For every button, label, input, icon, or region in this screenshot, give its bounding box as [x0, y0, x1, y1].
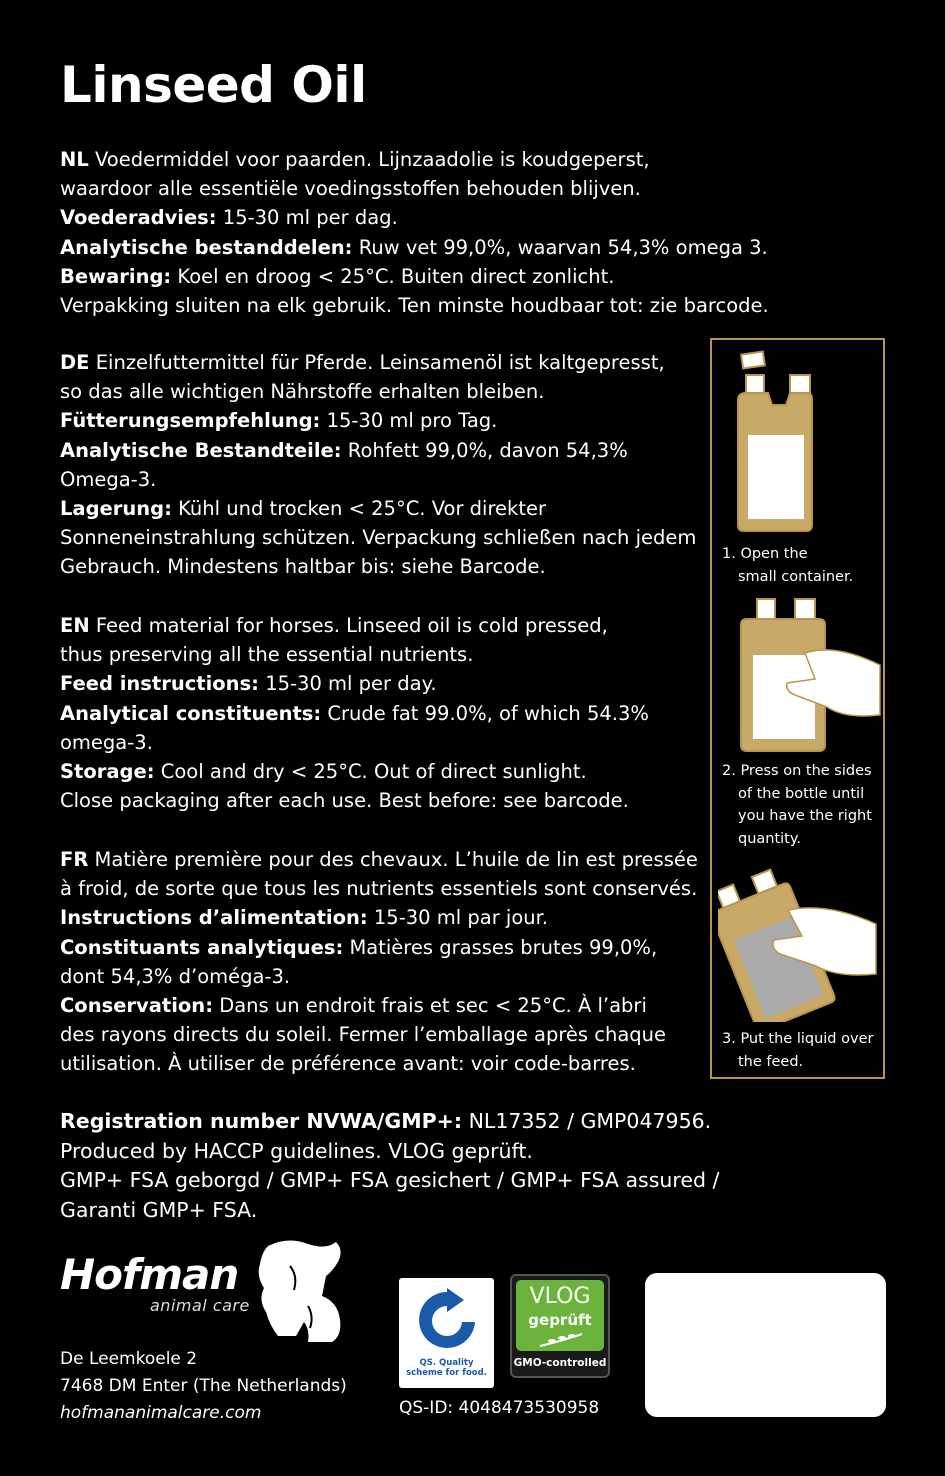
storage-text: Kühl und trocken < 25°C. Vor direkter [178, 497, 547, 521]
step-text: of the bottle until [738, 785, 865, 802]
company-address [60, 1346, 347, 1427]
advice-text: 15-30 ml per dag. [222, 206, 398, 230]
storage-text: Dans un endroit frais et sec < 25°C. À l’abri [219, 994, 647, 1018]
haccp-text: Produced by HACCP guidelines. VLOG geprüft. [60, 1138, 533, 1163]
lang-code: FR [60, 848, 89, 871]
section-de [60, 348, 696, 582]
wheat-icon [538, 1332, 584, 1348]
step-text: 1. Open the [722, 546, 808, 562]
storage-text: Sonneneinstrahlung schützen. Verpackung schließen nach jedem [60, 526, 697, 550]
registration-label: Registration number NVWA/GMP+: [60, 1109, 463, 1133]
advice-text: 15-30 ml per day. [265, 672, 437, 696]
lang-code: EN [60, 614, 90, 637]
qs-text: QS. Quality [419, 1358, 474, 1368]
advice-text: 15-30 ml pro Tag. [326, 409, 498, 433]
website-link[interactable]: hofmananimalcare.com [60, 1403, 262, 1423]
bottle-squeeze-icon [735, 595, 885, 755]
intro-text: waardoor alle essentiële voedingsstoffen behouden blijven. [60, 177, 641, 201]
constituents-label: Analytische bestanddelen: [60, 235, 353, 259]
qs-arrow-icon [414, 1286, 480, 1356]
brand-tagline: animal care [150, 1296, 250, 1315]
brand-name: Hofman [60, 1250, 239, 1299]
intro-text: Einzelfuttermittel für Pferde. Leinsamenöl ist kaltgepresst, [95, 351, 665, 374]
animals-logo-icon [248, 1236, 348, 1344]
storage-text: Cool and dry < 25°C. Out of direct sunlight. [160, 760, 587, 784]
advice-label: Instructions d’alimentation: [60, 906, 368, 930]
qs-quality-logo [399, 1278, 494, 1388]
step-2-caption [722, 760, 872, 850]
constituents-text: omega-3. [60, 730, 153, 754]
address-line: 7468 DM Enter (The Netherlands) [60, 1376, 347, 1396]
constituents-label: Constituants analytiques: [60, 935, 344, 959]
lang-code: DE [60, 351, 90, 374]
step-text: 3. Put the liquid over [722, 1031, 874, 1047]
step-1-caption [722, 543, 853, 588]
bottle-open-icon [728, 345, 818, 535]
registration-block [60, 1107, 719, 1225]
product-title: Linseed Oil [60, 56, 367, 114]
constituents-text: Crude fat 99.0%, of which 54.3% [327, 701, 649, 725]
intro-text: Feed material for horses. Linseed oil is cold pressed, [95, 614, 608, 637]
gmp-text: Garanti GMP+ FSA. [60, 1197, 258, 1222]
storage-label: Bewaring: [60, 264, 172, 288]
address-line: De Leemkoele 2 [60, 1349, 198, 1369]
advice-label: Voederadvies: [60, 206, 217, 230]
vlog-title: VLOG [529, 1284, 591, 1309]
registration-value: NL17352 / GMP047956. [468, 1109, 712, 1133]
section-nl [60, 145, 769, 320]
advice-label: Feed instructions: [60, 672, 259, 696]
constituents-label: Analytical constituents: [60, 701, 322, 725]
intro-text: Matière première pour des chevaux. L’huile de lin est pressée [94, 848, 698, 871]
constituents-label: Analytische Bestandteile: [60, 438, 342, 462]
constituents-text: dont 54,3% d’oméga-3. [60, 964, 291, 988]
section-fr [60, 845, 698, 1079]
intro-text: Voedermiddel voor paarden. Lijnzaadolie is koudgeperst, [94, 148, 650, 171]
storage-text: Koel en droog < 25°C. Buiten direct zonlicht. [177, 264, 615, 288]
step-3-caption [722, 1028, 873, 1073]
intro-text: thus preserving all the essential nutrients. [60, 643, 474, 667]
qs-id: QS-ID: 4048473530958 [399, 1398, 600, 1418]
advice-label: Fütterungsempfehlung: [60, 409, 321, 433]
storage-text: Verpakking sluiten na elk gebruik. Ten minste houdbaar tot: zie barcode. [60, 294, 769, 318]
constituents-text: Rohfett 99,0%, davon 54,3% [347, 438, 628, 462]
step-text: the feed. [738, 1053, 804, 1070]
gmp-text: GMP+ FSA geborgd / GMP+ FSA gesichert / GMP+ FSA assured / [60, 1168, 720, 1192]
label-panel [645, 1273, 886, 1417]
storage-label: Lagerung: [60, 497, 172, 521]
lang-code: NL [60, 148, 89, 171]
gmo-label: GMO-controlled [513, 1357, 607, 1369]
constituents-text: Omega-3. [60, 467, 157, 491]
storage-text: utilisation. À utiliser de préférence avant: voir code-barres. [60, 1052, 636, 1076]
section-en [60, 611, 649, 815]
step-text: 2. Press on the sides [722, 763, 872, 779]
vlog-subtitle: geprüft [528, 1311, 592, 1329]
storage-text: Close packaging after each use. Best before: see barcode. [60, 789, 629, 813]
step-text: you have the right [738, 808, 872, 824]
storage-text: des rayons directs du soleil. Fermer l’emballage après chaque [60, 1023, 667, 1047]
advice-text: 15-30 ml par jour. [373, 906, 549, 930]
step-text: small container. [738, 568, 854, 585]
storage-label: Conservation: [60, 994, 213, 1018]
intro-text: so das alle wichtigen Nährstoffe erhalten bleiben. [60, 380, 545, 404]
constituents-text: Ruw vet 99,0%, waarvan 54,3% omega 3. [358, 235, 768, 259]
storage-text: Gebrauch. Mindestens haltbar bis: siehe Barcode. [60, 555, 546, 579]
constituents-text: Matières grasses brutes 99,0%, [349, 935, 658, 959]
step-text: quantity. [738, 830, 801, 847]
bottle-pour-icon [718, 862, 880, 1022]
qs-text: scheme for food. [406, 1368, 487, 1378]
vlog-logo [510, 1274, 610, 1378]
intro-text: à froid, de sorte que tous les nutrients essentiels sont conservés. [60, 877, 698, 901]
storage-label: Storage: [60, 760, 155, 784]
